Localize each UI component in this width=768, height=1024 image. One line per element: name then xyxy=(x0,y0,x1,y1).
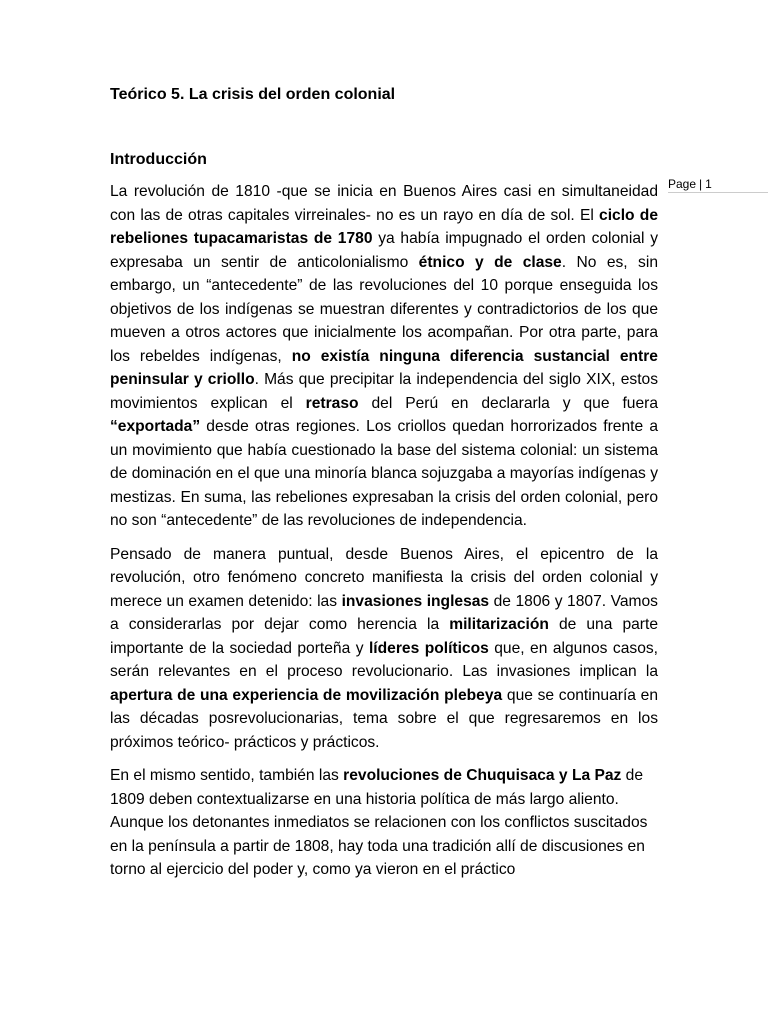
bold-text-segment: ciclo de rebeliones tupacamaristas de 1780 xyxy=(110,206,658,247)
text-segment: . No es, sin embargo, un “antecedente” de las revoluciones del 10 porque enseguida los objetivos de los indígenas se muestran diferentes y contradictorios de los que mueven a otros actores que inicialmente los acompañan. Por otra parte, para los rebeldes indígenas, xyxy=(110,253,658,365)
bold-text-segment: apertura de una experiencia de movilización plebeya xyxy=(110,686,503,704)
bold-text-segment: militarización xyxy=(449,616,549,633)
body-text xyxy=(110,180,658,892)
text-segment: . Más que precipitar la independencia del siglo XIX, estos movimientos explican el xyxy=(110,371,658,412)
text-segment: de 1809 deben contextualizarse en una historia política de más largo aliento. Aunque los detonantes inmediatos se relacionen con los conflictos suscitados en la península a partir de 1808, hay toda una tradición allí de discusiones en torno al ejercicio del poder y, como ya vieron en el práctico xyxy=(110,767,648,878)
text-segment: desde otras regiones. Los criollos quedan horrorizados frente a un movimiento que había cuestionado la base del sistema colonial: un sistema de dominación en el que una minoría blanca sojuzgaba a mayorías indígenas y mestizas. En suma, las rebeliones expresaban la crisis del orden colonial, pero no son “antecedente” de las revoluciones de independencia. xyxy=(110,418,658,529)
page-number-marker xyxy=(668,177,768,193)
bold-text-segment: líderes políticos xyxy=(368,639,489,657)
bold-text-segment: retraso xyxy=(305,394,359,412)
text-segment: Pensado de manera puntual, desde Buenos Aires, el epicentro de la revolución, otro fenómeno concreto manifiesta la crisis del orden colonial y merece un examen detenido: las xyxy=(110,545,658,610)
text-segment: ya había impugnado el orden colonial y expresaba un sentir de anticolonialismo xyxy=(110,230,658,271)
text-segment: de una parte importante de la sociedad porteña y xyxy=(110,616,658,657)
paragraph xyxy=(110,543,658,755)
bold-text-segment: invasiones inglesas xyxy=(341,592,490,610)
text-segment: de 1806 y 1807. Vamos a considerarlas por dejar como herencia la xyxy=(110,592,658,633)
page-label: Page xyxy=(668,177,697,191)
text-segment: que se continuaría en las décadas posrevolucionarias, tema sobre el que regresaremos en los próximos teórico- prácticos y prácticos. xyxy=(110,686,658,751)
bold-text-segment: revoluciones de Chuquisaca y La Paz xyxy=(343,767,622,784)
text-segment: La revolución de 1810 -que se inicia en Buenos Aires casi en simultaneidad con las de otras capitales virreinales- no es un rayo en día de sol. El xyxy=(110,183,658,224)
paragraph xyxy=(110,764,658,882)
text-segment: En el mismo sentido, también las xyxy=(110,767,344,784)
bold-text-segment: no existía ninguna diferencia sustancial entre peninsular y criollo xyxy=(110,347,658,388)
bold-text-segment: étnico y de clase xyxy=(418,253,562,271)
paragraph xyxy=(110,180,658,533)
page-number: 1 xyxy=(705,177,712,191)
text-segment: del Perú en declararla y que fuera xyxy=(358,394,658,412)
bold-text-segment: “exportada” xyxy=(110,418,201,435)
page-separator: | xyxy=(699,177,703,191)
document-title: Teórico 5. La crisis del orden colonial xyxy=(110,86,396,103)
section-heading: Introducción xyxy=(110,151,207,168)
text-segment: que, en algunos casos, serán relevantes en el proceso revolucionario. Las invasiones implican la xyxy=(110,639,658,680)
